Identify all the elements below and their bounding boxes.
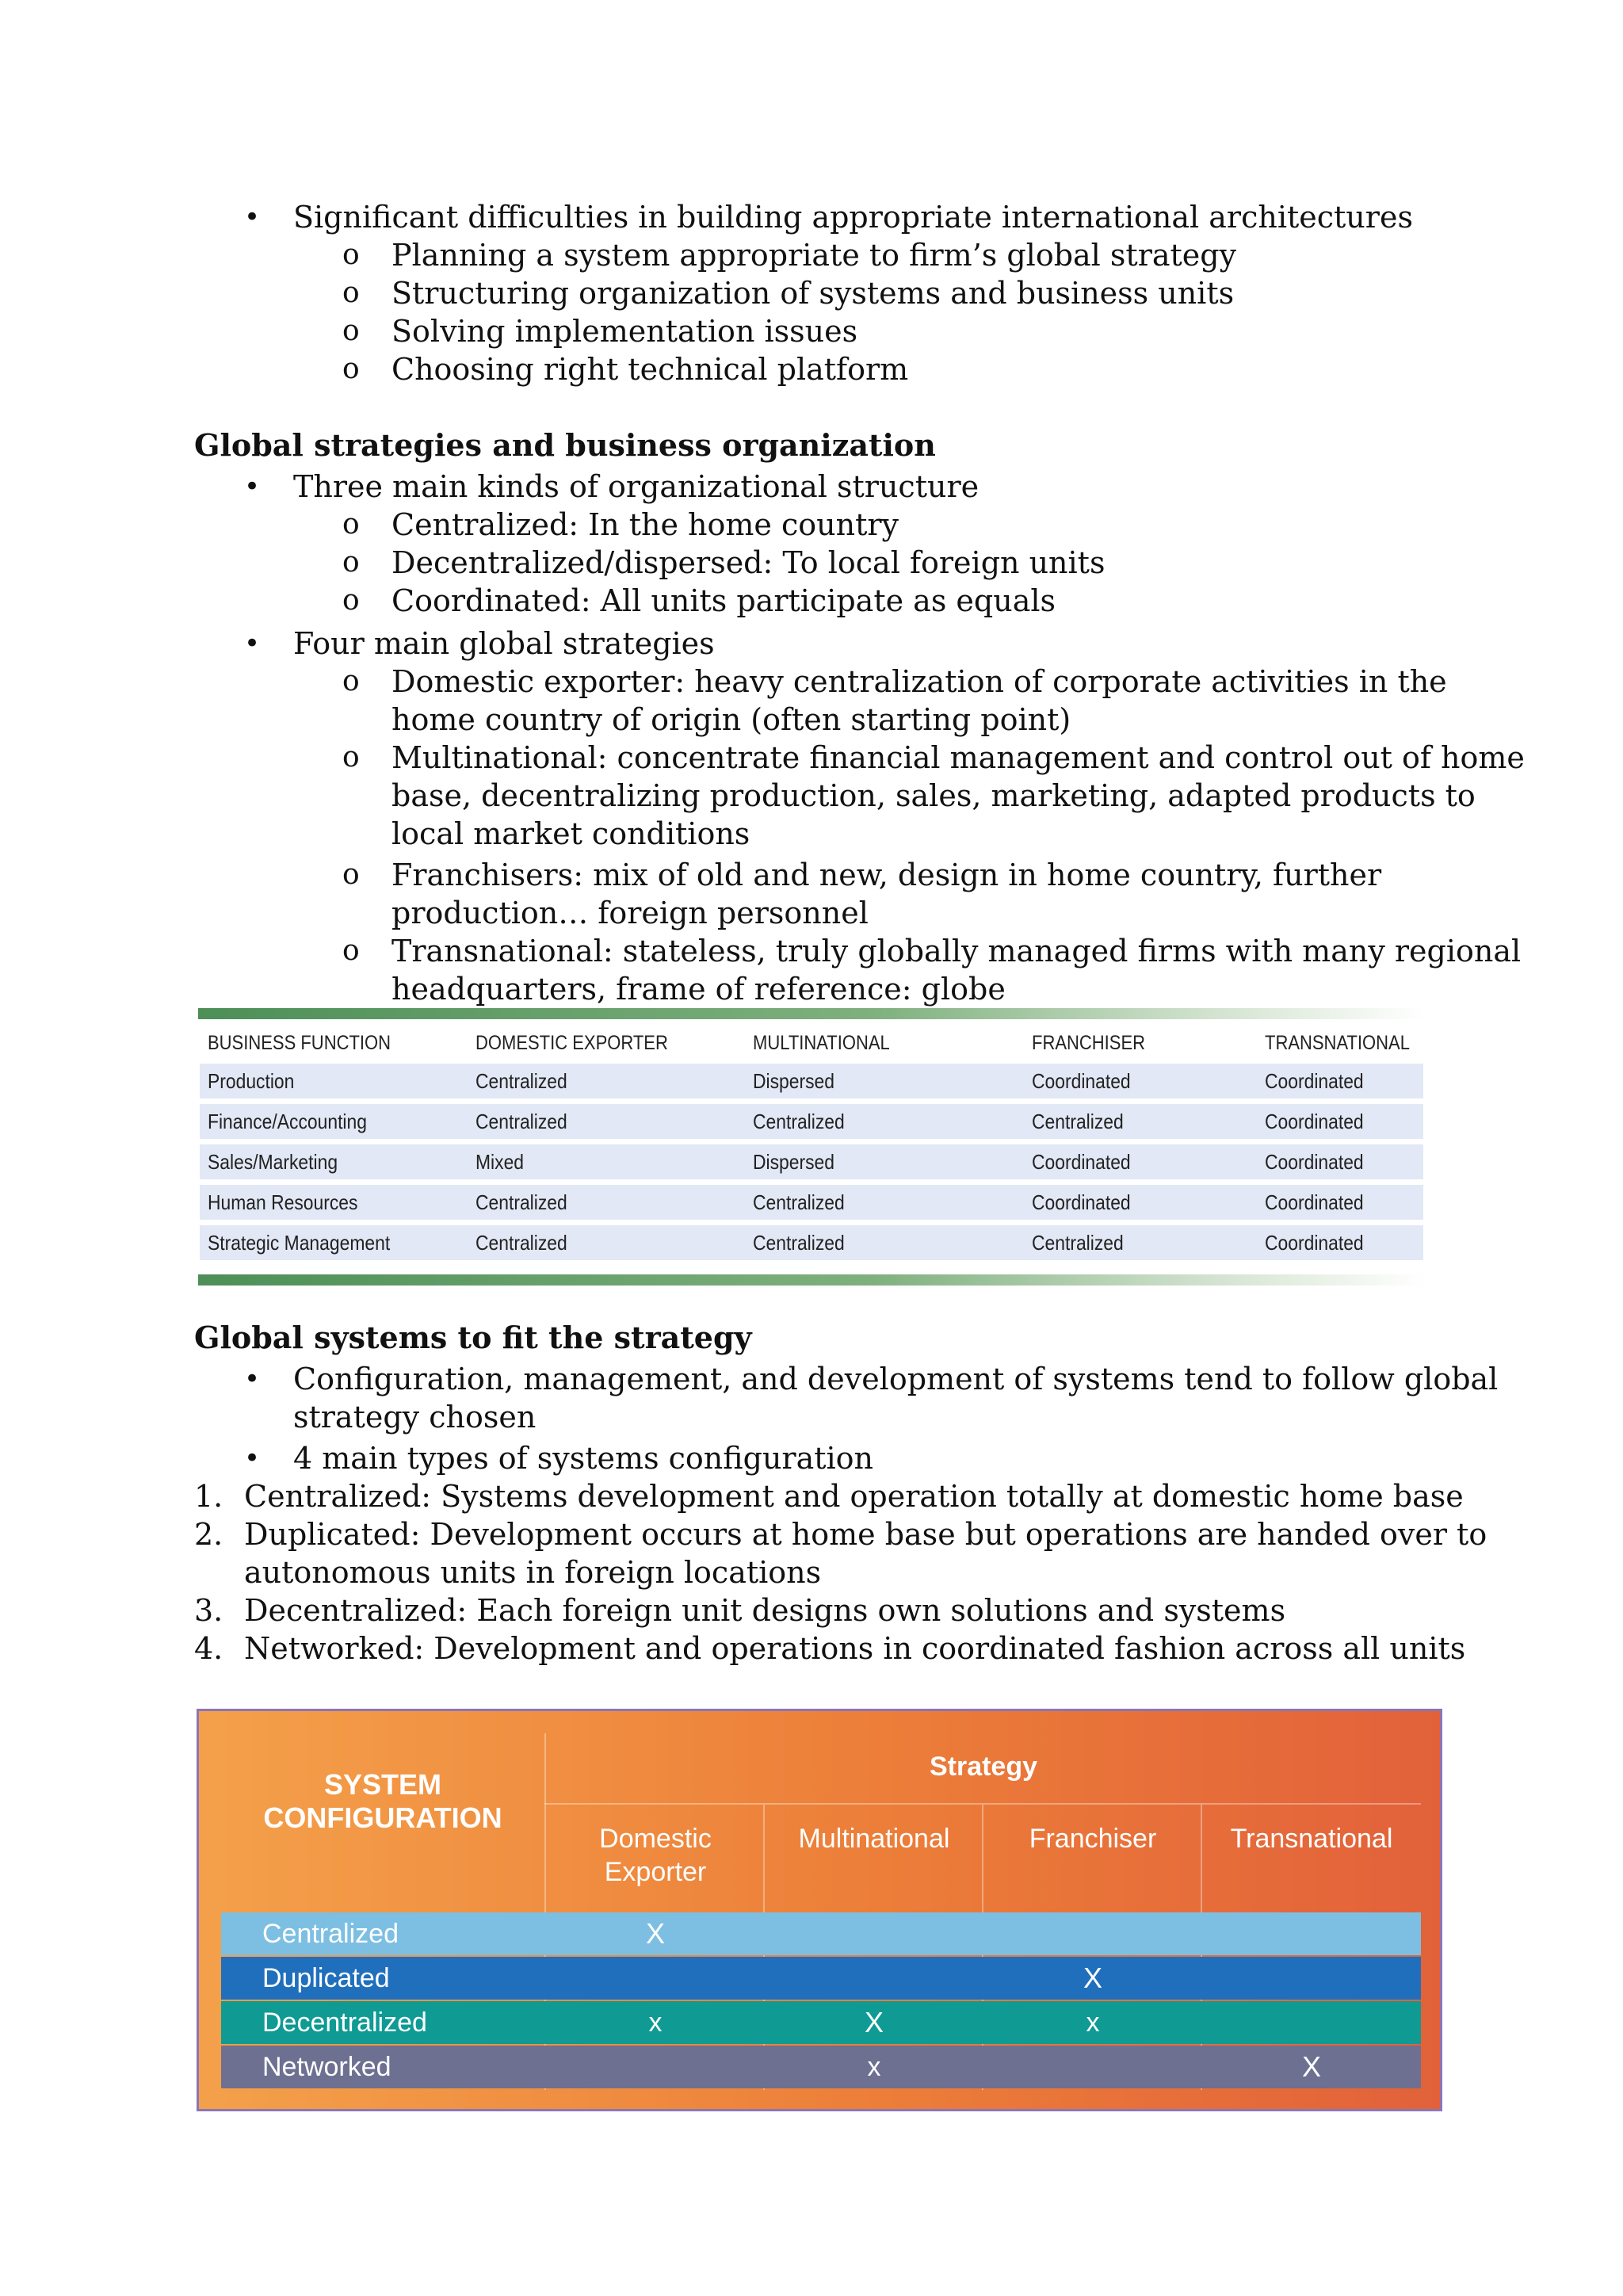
- table-bottom-rule: [198, 1274, 1425, 1286]
- mark-cell: [765, 1957, 983, 2000]
- strategy-item-line: Transnational: stateless, truly globally managed firms with many regional: [391, 934, 1522, 968]
- config-list-item: Decentralized: Each foreign unit designs own solutions and systems: [244, 1593, 1286, 1628]
- strategy-item-line: Multinational: concentrate financial management and control out of home: [391, 740, 1525, 775]
- config-row-decentralized: [221, 2001, 1421, 2044]
- config-row-centralized: [221, 1912, 1421, 1955]
- section-heading-strategies: Global strategies and business organization: [194, 427, 936, 463]
- table-row: [200, 1064, 1423, 1098]
- list-number: 4.: [194, 1631, 223, 1666]
- section-heading-systems: Global systems to fit the strategy: [194, 1320, 752, 1355]
- table-cell: Centralized: [475, 1190, 567, 1214]
- intro-bullet: Significant difficulties in building appropriate international architectures: [293, 200, 1413, 235]
- intro-sub-4: Choosing right technical platform: [391, 352, 909, 387]
- mark-cell: X: [864, 2006, 884, 2038]
- table-cell: Coordinated: [1265, 1110, 1364, 1133]
- list-number: 3.: [194, 1593, 223, 1628]
- table-cell: Finance/Accounting: [208, 1110, 367, 1133]
- circle-bullet-icon: o: [342, 315, 360, 347]
- table-cell: Centralized: [753, 1190, 845, 1214]
- systems-bullet-1-line: Configuration, management, and development of systems tend to follow global: [293, 1362, 1499, 1396]
- table-header: MULTINATIONAL: [753, 1032, 890, 1054]
- table-row: [200, 1185, 1423, 1220]
- row-label: Duplicated: [262, 1963, 390, 1993]
- grid-line: [544, 1803, 1421, 1805]
- circle-bullet-icon: o: [342, 546, 360, 579]
- intro-sub-3: Solving implementation issues: [391, 314, 858, 349]
- config-list-item: autonomous units in foreign locations: [244, 1555, 822, 1590]
- table-cell: Coordinated: [1265, 1069, 1364, 1093]
- column-header: [546, 1822, 765, 1889]
- systems-bullet-1-line: strategy chosen: [293, 1400, 537, 1435]
- config-list-item: Networked: Development and operations in coordinated fashion across all units: [244, 1631, 1466, 1666]
- table-cell: Centralized: [1032, 1110, 1124, 1133]
- table-header: BUSINESS FUNCTION: [208, 1032, 391, 1054]
- strategies-bullet-1: Three main kinds of organizational structure: [293, 469, 980, 504]
- mark-cell: [983, 1912, 1202, 1955]
- row-label: Decentralized: [262, 2008, 427, 2038]
- table-cell: Centralized: [475, 1231, 567, 1255]
- table-row: [200, 1144, 1423, 1179]
- table-cell: Production: [208, 1069, 295, 1093]
- table-cell: Coordinated: [1032, 1190, 1131, 1214]
- row-label: Centralized: [262, 1919, 399, 1949]
- business-function-table: [198, 1008, 1425, 1286]
- column-header: Transnational: [1230, 1824, 1393, 1854]
- mark-cell: X: [645, 1917, 665, 1950]
- mark-cell: X: [1083, 1962, 1102, 1994]
- column-header-line: Exporter: [604, 1857, 707, 1887]
- table-cell: Dispersed: [753, 1069, 835, 1093]
- bullet-icon: •: [244, 201, 261, 233]
- circle-bullet-icon: o: [342, 741, 360, 774]
- table-cell: Human Resources: [208, 1190, 358, 1214]
- list-number: 2.: [194, 1517, 223, 1552]
- table-row: [200, 1225, 1423, 1260]
- table-cell: Coordinated: [1032, 1150, 1131, 1174]
- table-cell: Strategic Management: [208, 1231, 391, 1255]
- mark-cell: [1202, 1957, 1421, 2000]
- circle-bullet-icon: o: [342, 858, 360, 891]
- circle-bullet-icon: o: [342, 239, 360, 271]
- mark-cell: X: [1301, 2050, 1321, 2083]
- mark-cell: x: [1086, 2008, 1100, 2038]
- table-cell: Centralized: [1032, 1231, 1124, 1255]
- circle-bullet-icon: o: [342, 584, 360, 617]
- mark-cell: [546, 2046, 765, 2088]
- table-cell: Centralized: [753, 1231, 845, 1255]
- circle-bullet-icon: o: [342, 508, 360, 541]
- config-row-duplicated: [221, 1957, 1421, 2000]
- intro-sub-1: Planning a system appropriate to firm’s global strategy: [391, 238, 1237, 273]
- strategy-title: Strategy: [929, 1752, 1038, 1782]
- mark-cell: x: [648, 2008, 663, 2038]
- bullet-icon: •: [244, 628, 261, 659]
- intro-sub-2: Structuring organization of systems and business units: [391, 276, 1235, 311]
- strategies-bullet-2: Four main global strategies: [293, 626, 715, 661]
- circle-bullet-icon: o: [342, 277, 360, 309]
- table-cell: Coordinated: [1265, 1231, 1364, 1255]
- bullet-icon: •: [244, 471, 261, 502]
- table-cell: Mixed: [475, 1150, 525, 1174]
- column-header: Franchiser: [1029, 1824, 1157, 1854]
- table-row: [200, 1104, 1423, 1139]
- systems-bullet-2: 4 main types of systems configuration: [293, 1441, 874, 1476]
- strategy-item-line: production… foreign personnel: [391, 896, 869, 930]
- list-number: 1.: [194, 1479, 223, 1514]
- strategy-item-line: local market conditions: [391, 816, 750, 851]
- table-cell: Dispersed: [753, 1150, 835, 1174]
- mark-cell: [1202, 1912, 1421, 1955]
- system-configuration-table: [197, 1709, 1442, 2111]
- corner-title-line: CONFIGURATION: [263, 1801, 502, 1834]
- config-list-item: Centralized: Systems development and operation totally at domestic home base: [244, 1479, 1464, 1514]
- config-list-item: Duplicated: Development occurs at home base but operations are handed over to: [244, 1517, 1487, 1552]
- table-cell: Centralized: [753, 1110, 845, 1133]
- table-cell: Coordinated: [1265, 1190, 1364, 1214]
- structure-item: Centralized: In the home country: [391, 507, 899, 542]
- mark-cell: [765, 1912, 983, 1955]
- table-cell: Coordinated: [1032, 1069, 1131, 1093]
- table-cell: Centralized: [475, 1069, 567, 1093]
- structure-item: Decentralized/dispersed: To local foreign units: [391, 545, 1106, 580]
- row-label: Networked: [262, 2052, 391, 2082]
- mark-cell: [1202, 2001, 1421, 2044]
- column-header: Multinational: [798, 1824, 950, 1854]
- mark-cell: x: [867, 2052, 881, 2082]
- table-cell: Centralized: [475, 1110, 567, 1133]
- mark-cell: [983, 2046, 1202, 2088]
- strategy-item-line: Franchisers: mix of old and new, design in home country, further: [391, 858, 1382, 892]
- strategy-item-line: home country of origin (often starting point): [391, 702, 1071, 737]
- table-cell: Sales/Marketing: [208, 1150, 338, 1174]
- circle-bullet-icon: o: [342, 665, 360, 697]
- table-header: DOMESTIC EXPORTER: [475, 1032, 668, 1054]
- table-header: TRANSNATIONAL: [1265, 1032, 1410, 1054]
- table-top-rule: [198, 1008, 1425, 1019]
- table-cell: Coordinated: [1265, 1150, 1364, 1174]
- config-row-networked: [221, 2046, 1421, 2088]
- bullet-icon: •: [244, 1363, 261, 1395]
- bullet-icon: •: [244, 1442, 261, 1474]
- structure-item: Coordinated: All units participate as equals: [391, 583, 1056, 618]
- strategy-item-line: Domestic exporter: heavy centralization of corporate activities in the: [391, 664, 1447, 699]
- circle-bullet-icon: o: [342, 934, 360, 967]
- table-grid: [221, 1733, 1421, 2090]
- column-header-line: Domestic: [599, 1824, 712, 1854]
- strategy-item-line: headquarters, frame of reference: globe: [391, 972, 1006, 1007]
- corner-title-line: SYSTEM: [323, 1768, 442, 1801]
- strategy-item-line: base, decentralizing production, sales, marketing, adapted products to: [391, 778, 1476, 813]
- table-header: FRANCHISER: [1032, 1032, 1146, 1054]
- mark-cell: [546, 1957, 765, 2000]
- circle-bullet-icon: o: [342, 353, 360, 385]
